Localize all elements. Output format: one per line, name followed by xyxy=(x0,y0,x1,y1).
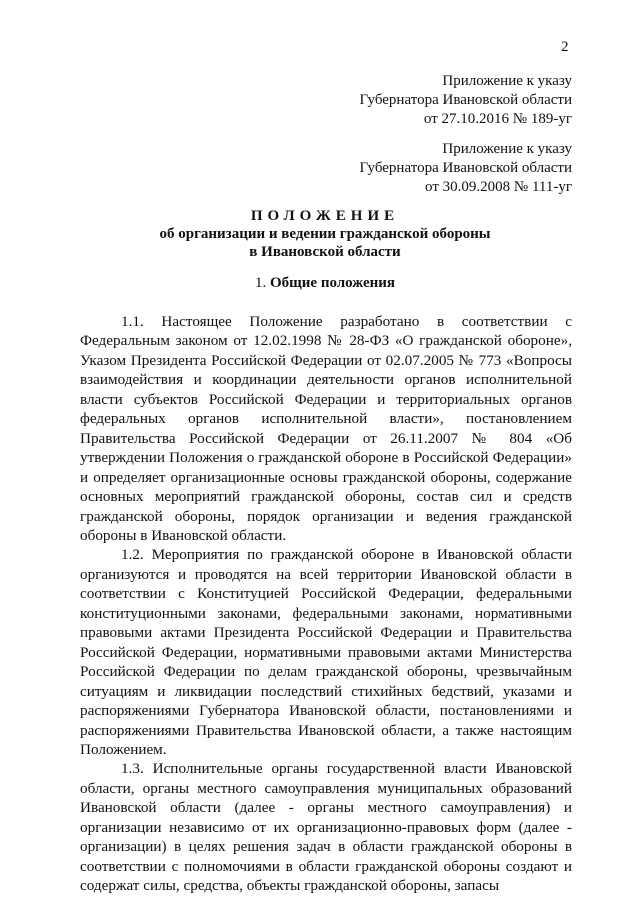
title-subtitle: об организации и ведении гражданской обороны xyxy=(159,226,491,242)
document-body xyxy=(80,312,572,896)
paragraph-1-2: 1.2. Мероприятия по гражданской обороне в Ивановской области организуются и проводятся на всей территории Ивановской области в соответствии с Конституцией Российской Федерации, федеральными конституционными законами, федеральными законами, нормативными правовыми актами Президента Российской Федерации и Правительства Российской Федерации, нормативными правовыми актами Министерства Российской Федерации по делам гражданской обороны, чрезвычайным ситуациям и ликвидации последствий стихийных бедствий, указами и распоряжениями Губернатора Ивановской области, постановлениями и распоряжениями Правительства Ивановской области, а также настоящим Положением. xyxy=(80,546,572,758)
section-title: Общие положения xyxy=(266,275,396,291)
title-main: ПОЛОЖЕНИЕ xyxy=(250,208,400,224)
approval-line: от 30.09.2008 № 111-уг xyxy=(425,179,572,195)
paragraph-1-3: 1.3. Исполнительные органы государственной власти Ивановской области, органы местного самоуправления муниципальных образований Ивановской области (далее - органы местного самоуправления) и организации независимо от их организационно-правовых форм (далее - организации) в целях решения задач в области гражданской обороны в соответствии с полномочиями в области гражданской обороны создают и содержат силы, средства, объекты гражданской обороны, запасы xyxy=(80,760,572,895)
approval-block-original xyxy=(359,140,572,197)
approval-line: Приложение к указу xyxy=(442,141,572,157)
approval-line: Губернатора Ивановской области xyxy=(359,160,572,176)
section-heading xyxy=(80,274,570,292)
paragraph-1-1: 1.1. Настоящее Положение разработано в соответствии с Федеральным законом от 12.02.1998 № 28-ФЗ «О гражданской обороне», Указом Президента Российской Федерации от 02.07.2005 № 773 «Вопросы взаимодействия и координации деятельности органов исполнительной власти субъектов Российской Федерации и территориальных органов федеральных органов исполнительной власти», постановлением Правительства Российской Федерации от 26.11.2007 № 804 «Об утверждении Положения о гражданской обороне в Российской Федерации» и определяет организационные основы гражданской обороны, содержание основных мероприятий гражданской обороны, состав сил и средств гражданской обороны, порядок организации и ведения гражданской обороны в Ивановской области. xyxy=(80,313,572,544)
approval-line: Губернатора Ивановской области xyxy=(359,92,572,108)
document-title xyxy=(80,207,570,261)
approval-line: Приложение к указу xyxy=(442,73,572,89)
approval-line: от 27.10.2016 № 189-уг xyxy=(423,111,572,127)
section-number: 1. xyxy=(254,275,267,291)
approval-block-current xyxy=(359,72,572,129)
page-number: 2 xyxy=(561,39,569,55)
title-subtitle: в Ивановской области xyxy=(249,244,401,260)
